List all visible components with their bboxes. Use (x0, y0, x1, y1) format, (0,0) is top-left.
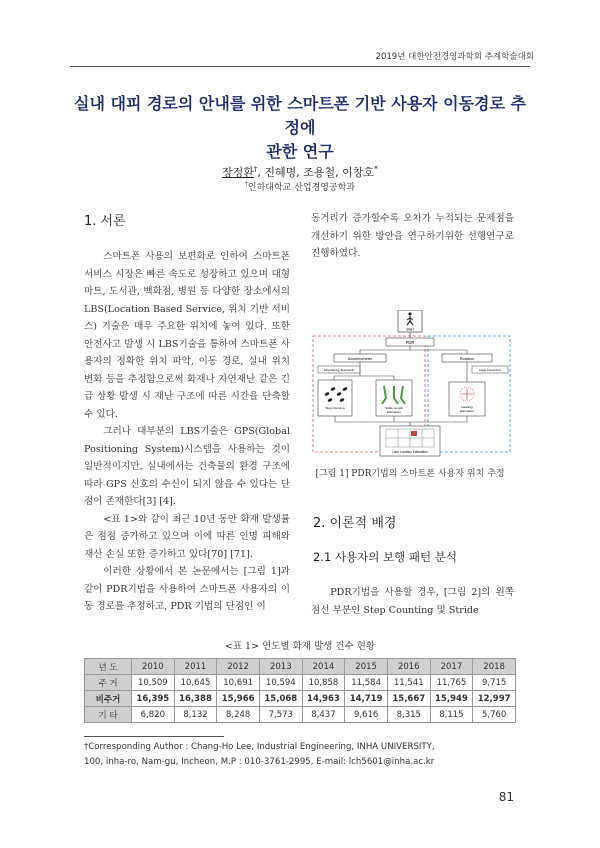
co-authors: , 진혜명, 조용철, 이창호 (257, 166, 374, 179)
section-2-1-heading: 2.1 사용자의 보행 패턴 분석 (313, 550, 457, 564)
table-cell: 12,997 (473, 691, 516, 707)
table-header-year: 2011 (174, 659, 217, 675)
table-cell: 5,760 (473, 707, 516, 723)
table-cell: 16,395 (132, 691, 175, 707)
table-cell: 8,132 (174, 707, 217, 723)
table-cell: 10,858 (302, 675, 345, 691)
table-cell: 15,667 (387, 691, 430, 707)
data-filtering-label: Data Filtering: Butterworth (323, 369, 355, 372)
table-header-row (85, 659, 516, 675)
first-author: 장정환 (221, 166, 254, 179)
section-1-paragraph: 이러한 상황에서 본 논문에서는 [그림 1]과 같이 PDR기법을 사용하여 스마트폰 사용자의 이동 경로를 추정하고, PDR 기법의 단점인 이 (84, 566, 290, 612)
table-cell: 9,715 (473, 675, 516, 691)
section-1-paragraph: <표 1>와 같이 최근 10년 동안 화재 발생률은 점점 증가하고 있으며 이에 따른 인명 피해와 재산 손실 또한 증가하고 있다[70] [71]. (84, 513, 290, 560)
affiliation-dagger: † (253, 165, 258, 174)
section-2-heading: 2. 이론적 배경 (313, 516, 397, 531)
table-cell: 15,068 (259, 691, 302, 707)
stride-length-label-1: Stride Length (385, 406, 403, 410)
table-cell: 14,963 (302, 691, 345, 707)
table-cell: 11,765 (430, 675, 473, 691)
paper-title (70, 92, 530, 164)
table-cell: 10,509 (132, 675, 175, 691)
table-header-year: 2017 (430, 659, 473, 675)
affiliation (70, 180, 530, 193)
table-cell: 10,691 (217, 675, 260, 691)
table-cell: 10,594 (259, 675, 302, 691)
section-2-paragraph: PDR기법을 사용할 경우, [그림 2]의 왼쪽 점선 부분인 Step Counting 및 Stride (311, 587, 514, 616)
section-1-body (84, 248, 290, 616)
table-1-caption: <표 1> 연도별 화재 발생 건수 현황 (224, 641, 376, 652)
table-cell: 8,115 (430, 707, 473, 723)
section-1-paragraph: 그러나 대부분의 LBS기술은 GPS(Global Positioning System)시스템을 사용하는 것이 일반적이지만, 실내에서는 건축물의 환경 구조에 따라 GPS 신호의 수신이 되지 않을 수 있다는 단점이 존재한다[3] [4]. (84, 426, 290, 507)
table-cell: 16,388 (174, 691, 217, 707)
stride-length-label-2: Estimation (386, 410, 402, 414)
step-counting-box (318, 380, 352, 416)
angle-conversion-label: Angle Conversion (478, 368, 502, 372)
footnote (84, 740, 524, 770)
footnote-line2: 100, inha-ro, Nam-gu, Incheon, M.P : 010-3761-2995, E-mail: lch5601@inha.ac.kr (84, 757, 435, 767)
table-cell: 6,820 (132, 707, 175, 723)
table-header-label: 년 도 (85, 659, 132, 675)
table-cell: 8,248 (217, 707, 260, 723)
table-cell: 11,541 (387, 675, 430, 691)
footnote-rule (84, 736, 224, 737)
section-1-heading: 1. 서론 (84, 214, 126, 229)
header-rule (70, 66, 530, 67)
table-header-year: 2010 (132, 659, 175, 675)
table-cell: 8,315 (387, 707, 430, 723)
table-header-year: 2016 (387, 659, 430, 675)
user-location-label: User Location Estimation (392, 450, 428, 454)
table-row (85, 691, 516, 707)
table-header-year: 2015 (345, 659, 388, 675)
fire-statistics-table (84, 658, 516, 723)
row-label: 기 타 (85, 707, 132, 723)
table-cell: 7,573 (259, 707, 302, 723)
section-1-paragraph: 스마트폰 사용의 보편화로 인하여 스마트폰 서비스 시장은 빠른 속도로 성장하고 있으며 대형마트, 도서관, 백화점, 병원 등 다양한 장소에서의 LBS(Location Based Service, 위치 기반 서비스) 기술은 매우 주요한 위치에 놓여 있다. 또한 안전사고 발생 시 LBS기술을 통하여 스마트폰 사용자의 정확한 위치 파악, 이동 경로, 실내 위치 변화 등을 추정함으로써 화재나 자연재난 같은 긴급 상황 발생 시 재난 구조에 따른 시간을 단축할 수 있다. (84, 251, 290, 420)
table-cell: 15,966 (217, 691, 260, 707)
table-header-year: 2014 (302, 659, 345, 675)
table-cell: 8,437 (302, 707, 345, 723)
section-2-body (311, 584, 514, 619)
pdr-flow-diagram (312, 310, 512, 458)
paper-title-line1: 실내 대피 경로의 안내를 위한 스마트폰 기반 사용자 이동경로 추정에 (74, 94, 526, 137)
rotation-label: Rotation (459, 357, 475, 361)
affiliation-mark: † (244, 181, 248, 188)
table-row (85, 675, 516, 691)
pdr-label: PDR (405, 340, 415, 345)
author-list (70, 164, 530, 180)
step-counting-label: Step Counting (325, 406, 345, 410)
table-cell: 11,584 (345, 675, 388, 691)
table-header-year: 2018 (473, 659, 516, 675)
page-number: 81 (498, 790, 514, 804)
table-cell: 10,645 (174, 675, 217, 691)
corresponding-mark: * (374, 164, 378, 174)
heading-label-1: Heading (461, 405, 473, 409)
accelerometer-label: Accelerometer (347, 357, 373, 361)
footnote-line1: †Corresponding Author : Chang-Ho Lee, Industrial Engineering, INHA UNIVERSITY, (84, 742, 435, 752)
figure-1-caption: [그림 1] PDR기법의 스마트폰 사용자 위치 추정 (315, 469, 505, 479)
table-header-year: 2013 (259, 659, 302, 675)
section-1-continued (311, 210, 514, 263)
table-cell: 14,719 (345, 691, 388, 707)
table-row (85, 707, 516, 723)
affiliation-text: 인하대학교 산업경영공학과 (247, 183, 356, 193)
heading-label-2: Estimation (459, 409, 475, 413)
start-label: Start (406, 327, 414, 332)
table-cell: 9,616 (345, 707, 388, 723)
row-label: 비주거 (85, 691, 132, 707)
section-1-continuation-text: 동거리가 증가할수록 오차가 누적되는 문제점을 개선하기 위한 방안을 연구하기위한 선행연구로 진행하였다. (311, 213, 514, 259)
conference-header: 2019년 대한안전경영과학회 추계학술대회 (375, 52, 534, 62)
table-header-year: 2012 (217, 659, 260, 675)
paper-title-line2: 관한 연구 (266, 142, 334, 161)
table-cell: 15,949 (430, 691, 473, 707)
row-label: 주 거 (85, 675, 132, 691)
